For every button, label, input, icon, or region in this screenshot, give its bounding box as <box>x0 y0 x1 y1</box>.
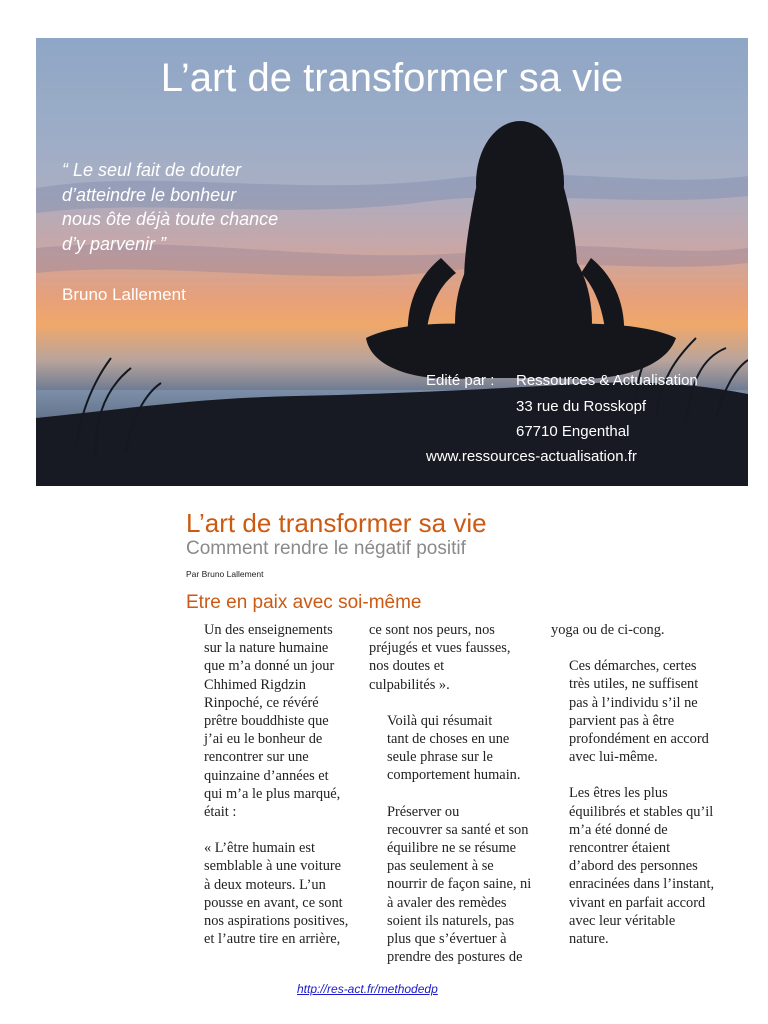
quote-line: “ Le seul fait de douter <box>62 160 242 180</box>
footer-link[interactable]: http://res-act.fr/methodedp <box>297 982 438 996</box>
text-line: « L’être humain est <box>204 840 315 857</box>
text-column-1 <box>186 621 364 966</box>
text-line: avec lui-même. <box>569 749 658 766</box>
text-line: prendre des postures de <box>387 949 523 966</box>
quote-line: d’atteindre le bonheur <box>62 184 237 205</box>
text-column-3 <box>551 621 729 966</box>
article-byline: Par Bruno Lallement <box>186 569 264 579</box>
sunset-meditation-illustration <box>36 38 748 486</box>
paragraph <box>186 621 364 821</box>
text-line: profondément en accord <box>569 731 709 748</box>
text-line: seule phrase sur le <box>387 749 493 766</box>
text-column-2 <box>369 621 547 984</box>
text-line: à deux moteurs. L’un <box>204 876 326 893</box>
banner-quote <box>62 158 278 256</box>
text-line: Préserver ou <box>387 803 460 820</box>
text-line: pas à l’individu s’il ne <box>569 694 698 711</box>
text-line: que m’a donné un jour <box>204 658 335 675</box>
text-line: était : <box>204 804 237 821</box>
text-line: semblable à une voiture <box>204 858 342 875</box>
text-line: prêtre bouddhiste que <box>204 713 329 730</box>
text-line: Rinpoché, ce révéré <box>204 694 319 711</box>
text-line: parvient pas à être <box>569 712 675 729</box>
section-heading: Etre en paix avec soi-même <box>186 592 422 613</box>
text-line: Un des enseignements <box>204 622 333 638</box>
publisher-website[interactable]: www.ressources-actualisation.fr <box>426 448 637 465</box>
text-line: équilibrés et stables qu’il <box>569 803 714 820</box>
paragraph <box>551 657 729 766</box>
paragraph <box>369 712 547 785</box>
quote-author: Bruno Lallement <box>62 285 186 304</box>
text-line: Ces démarches, certes <box>569 658 697 675</box>
publisher-street: 33 rue du Rosskopf <box>516 398 647 415</box>
text-line: préjugés et vues fausses, <box>369 640 511 657</box>
publisher-city: 67710 Engenthal <box>516 423 630 440</box>
text-line: très utiles, ne suffisent <box>569 676 699 693</box>
text-line: quinzaine d’années et <box>204 767 329 784</box>
text-line: et l’autre tire en arrière, <box>204 931 341 948</box>
text-line: recouvrer sa santé et son <box>387 821 529 838</box>
text-line: qui m’a le plus marqué, <box>204 785 341 802</box>
text-line: culpabilités ». <box>369 676 450 693</box>
text-line: nos aspirations positives, <box>204 913 349 930</box>
banner-title: L’art de transformer sa vie <box>160 56 624 100</box>
text-line: nourrir de façon saine, ni <box>387 876 532 893</box>
text-line: ce sont nos peurs, nos <box>369 622 495 638</box>
quote-line: d’y parvenir ” <box>62 233 167 254</box>
text-line: avec leur véritable <box>569 912 676 929</box>
text-line: sur la nature humaine <box>204 640 329 657</box>
text-line: pas seulement à se <box>387 858 494 875</box>
text-line: nature. <box>569 931 609 948</box>
text-line: Les êtres les plus <box>569 785 668 802</box>
text-line: Chhimed Rigdzin <box>204 676 306 693</box>
text-line: équilibre ne se résume <box>387 840 517 857</box>
publisher-label: Edité par : <box>426 372 495 389</box>
article-subtitle: Comment rendre le négatif positif <box>186 538 466 559</box>
publisher-name: Ressources & Actualisation <box>516 372 698 389</box>
text-line: tant de choses en une <box>387 731 510 748</box>
article-title: L’art de transformer sa vie <box>186 508 487 538</box>
paragraph <box>186 839 364 948</box>
quote-line: nous ôte déjà toute chance <box>62 209 279 229</box>
paragraph <box>551 621 729 639</box>
text-line: Voilà qui résumait <box>387 712 493 729</box>
text-line: plus que s’évertuer à <box>387 931 507 948</box>
banner-image <box>36 38 748 486</box>
text-line: comportement humain. <box>387 767 521 784</box>
text-line: pousse en avant, ce sont <box>204 894 343 911</box>
paragraph <box>551 784 729 948</box>
text-line: vivant en parfait accord <box>569 894 706 911</box>
text-line: rencontrer sur une <box>204 749 309 766</box>
text-line: m’a été donné de <box>569 821 668 838</box>
text-line: rencontrer étaient <box>569 840 671 857</box>
text-line: d’abord des personnes <box>569 858 698 875</box>
text-line: enracinées dans l’instant, <box>569 876 715 893</box>
paragraph <box>369 621 547 694</box>
text-line: nos doutes et <box>369 658 445 675</box>
text-line: à avaler des remèdes <box>387 894 507 911</box>
text-line: soient ils naturels, pas <box>387 912 515 929</box>
text-line: yoga ou de ci-cong. <box>551 622 665 638</box>
paragraph <box>369 803 547 967</box>
text-line: j’ai eu le bonheur de <box>204 731 323 748</box>
